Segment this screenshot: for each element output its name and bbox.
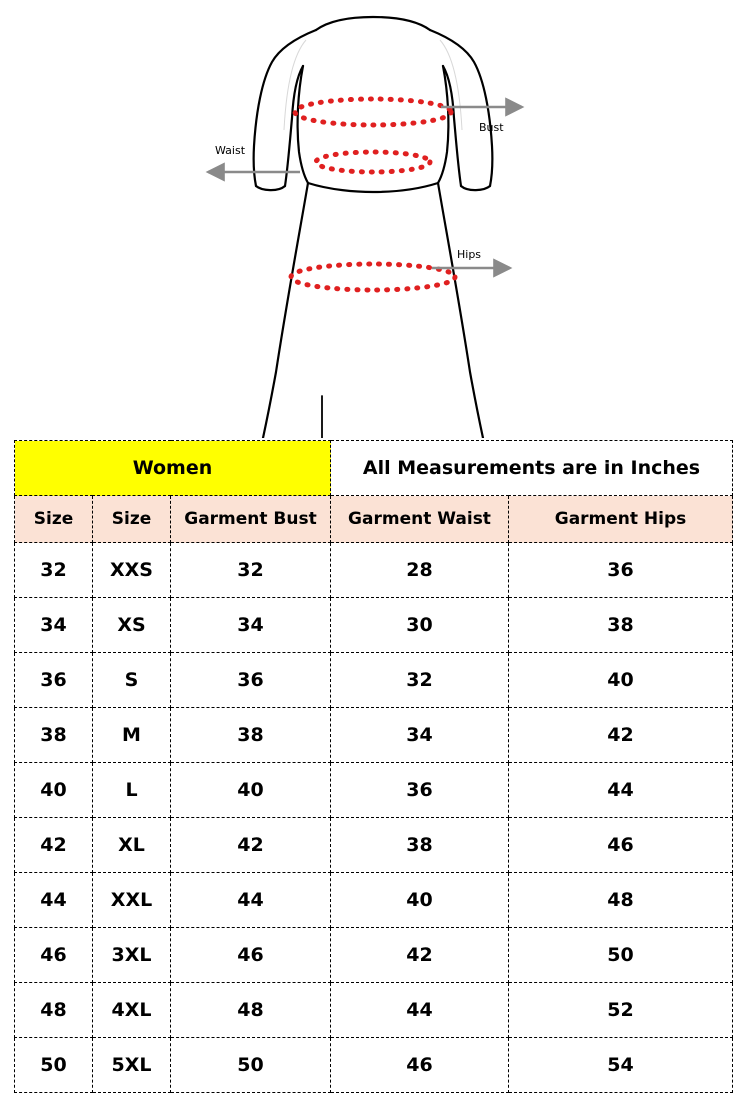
cell-waist: 38 — [331, 818, 509, 873]
cell-bust: 32 — [171, 543, 331, 598]
cell-size-alpha: 5XL — [93, 1038, 171, 1093]
cell-size-numeric: 42 — [15, 818, 93, 873]
title-measurements: All Measurements are in Inches — [331, 441, 733, 496]
cell-hips: 40 — [509, 653, 733, 708]
table-row — [15, 653, 733, 708]
title-women: Women — [15, 441, 331, 496]
table-row — [15, 928, 733, 983]
cell-size-alpha: XXS — [93, 543, 171, 598]
cell-waist: 40 — [331, 873, 509, 928]
hips-label: Hips — [457, 248, 482, 261]
cell-size-alpha: M — [93, 708, 171, 763]
cell-size-numeric: 34 — [15, 598, 93, 653]
cell-hips: 50 — [509, 928, 733, 983]
cell-bust: 34 — [171, 598, 331, 653]
cell-waist: 34 — [331, 708, 509, 763]
cell-size-numeric: 32 — [15, 543, 93, 598]
table-row — [15, 543, 733, 598]
cell-hips: 46 — [509, 818, 733, 873]
cell-hips: 48 — [509, 873, 733, 928]
cell-bust: 40 — [171, 763, 331, 818]
cell-bust: 38 — [171, 708, 331, 763]
cell-bust: 50 — [171, 1038, 331, 1093]
cell-size-alpha: L — [93, 763, 171, 818]
bust-measure-line — [295, 99, 451, 125]
bust-label: Bust — [479, 121, 504, 134]
cell-hips: 54 — [509, 1038, 733, 1093]
size-table — [14, 440, 733, 1093]
cell-hips: 52 — [509, 983, 733, 1038]
cell-bust: 36 — [171, 653, 331, 708]
header-size-alpha: Size — [93, 496, 171, 543]
header-garment-bust: Garment Bust — [171, 496, 331, 543]
cell-bust: 42 — [171, 818, 331, 873]
cell-size-numeric: 38 — [15, 708, 93, 763]
table-row — [15, 763, 733, 818]
table-row — [15, 983, 733, 1038]
cell-size-alpha: 4XL — [93, 983, 171, 1038]
table-row — [15, 708, 733, 763]
cell-hips: 44 — [509, 763, 733, 818]
header-size-numeric: Size — [15, 496, 93, 543]
cell-size-alpha: XXL — [93, 873, 171, 928]
cell-size-numeric: 46 — [15, 928, 93, 983]
cell-hips: 38 — [509, 598, 733, 653]
table-row — [15, 598, 733, 653]
cell-size-alpha: XL — [93, 818, 171, 873]
cell-size-alpha: 3XL — [93, 928, 171, 983]
cell-waist: 46 — [331, 1038, 509, 1093]
cell-size-alpha: XS — [93, 598, 171, 653]
cell-waist: 42 — [331, 928, 509, 983]
cell-waist: 30 — [331, 598, 509, 653]
cell-waist: 36 — [331, 763, 509, 818]
cell-waist: 44 — [331, 983, 509, 1038]
cell-bust: 48 — [171, 983, 331, 1038]
dress-illustration — [0, 0, 746, 438]
header-garment-hips: Garment Hips — [509, 496, 733, 543]
cell-bust: 44 — [171, 873, 331, 928]
table-row — [15, 873, 733, 928]
header-garment-waist: Garment Waist — [331, 496, 509, 543]
table-title-row — [15, 441, 733, 496]
table-header-row — [15, 496, 733, 543]
hips-measure-line — [291, 264, 455, 290]
cell-hips: 36 — [509, 543, 733, 598]
cell-waist: 28 — [331, 543, 509, 598]
cell-waist: 32 — [331, 653, 509, 708]
waist-measure-line — [316, 152, 430, 172]
table-row — [15, 818, 733, 873]
cell-size-numeric: 36 — [15, 653, 93, 708]
cell-size-numeric: 48 — [15, 983, 93, 1038]
table-row — [15, 1038, 733, 1093]
cell-size-numeric: 50 — [15, 1038, 93, 1093]
size-table-container — [14, 440, 732, 1093]
cell-size-numeric: 44 — [15, 873, 93, 928]
waist-label: Waist — [215, 144, 246, 157]
cell-hips: 42 — [509, 708, 733, 763]
cell-size-alpha: S — [93, 653, 171, 708]
cell-bust: 46 — [171, 928, 331, 983]
cell-size-numeric: 40 — [15, 763, 93, 818]
